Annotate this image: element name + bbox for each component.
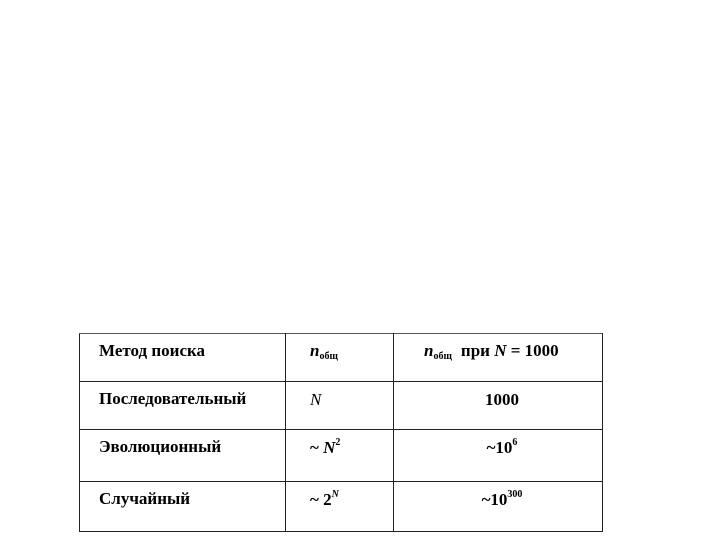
- search-methods-table: [79, 333, 603, 532]
- method-cell: [80, 482, 286, 532]
- complexity-value: N: [310, 390, 322, 409]
- method-name: Случайный: [99, 489, 191, 508]
- method-name: Последовательный: [99, 389, 247, 408]
- header-n-label: $n_{общ}$: [310, 341, 338, 362]
- complexity-cell: [286, 482, 394, 532]
- value-at-1000: $\sim 10^6$: [486, 437, 518, 457]
- method-cell: [80, 382, 286, 430]
- value-at-1000: 1000: [485, 390, 519, 409]
- table-header-row: [80, 334, 603, 382]
- header-method-label: Метод поиска: [99, 341, 206, 360]
- value-cell: [394, 382, 603, 430]
- header-n-cell: [286, 334, 394, 382]
- value-at-1000: $\sim 10^{300}$: [481, 489, 523, 509]
- complexity-value: ~ $N^2$: [310, 437, 341, 457]
- table-row: [80, 482, 603, 532]
- complexity-cell: [286, 382, 394, 430]
- complexity-cell: [286, 430, 394, 482]
- table-row: [80, 430, 603, 482]
- complexity-value: ~ $2^N$: [310, 489, 339, 509]
- method-name: Эволюционный: [99, 437, 222, 456]
- value-cell: [394, 482, 603, 532]
- method-cell: [80, 430, 286, 482]
- table-row: [80, 382, 603, 430]
- value-cell: [394, 430, 603, 482]
- header-n-at-label: $n_{общ}$ при N = 1000: [424, 341, 559, 362]
- header-n-at-cell: [394, 334, 603, 382]
- header-method-cell: [80, 334, 286, 382]
